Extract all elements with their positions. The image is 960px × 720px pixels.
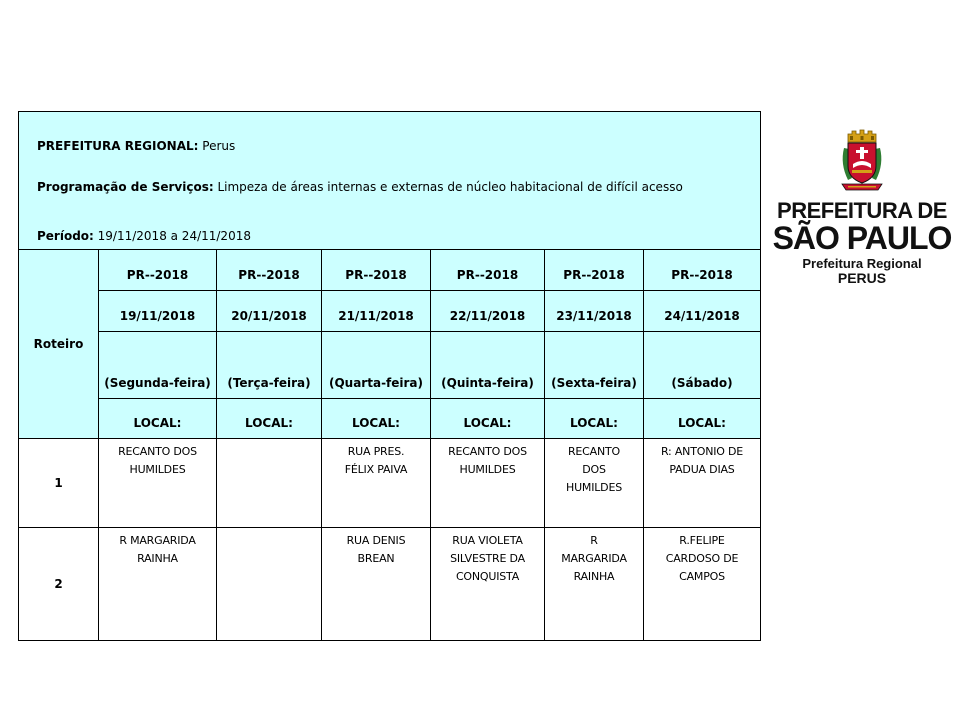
location-line: CONQUISTA — [455, 570, 520, 583]
regional-label: PREFEITURA REGIONAL: — [37, 139, 199, 153]
pr-code-cell: PR--2018 — [217, 250, 322, 291]
schedule-table — [18, 111, 761, 641]
period-line — [37, 229, 251, 243]
coat-of-arms-icon — [838, 128, 886, 194]
pr-code-cell: PR--2018 — [99, 250, 217, 291]
pr-code-cell: PR--2018 — [644, 250, 761, 291]
location-line: BREAN — [357, 552, 395, 565]
location-line: RAINHA — [573, 570, 615, 583]
location-line: CARDOSO DE — [665, 552, 739, 565]
location-line: HUMILDES — [459, 463, 516, 476]
pr-code-cell: PR--2018 — [545, 250, 644, 291]
location-cell — [99, 528, 217, 641]
local-header-cell: LOCAL: — [99, 399, 217, 439]
route-number: 2 — [19, 528, 99, 641]
program-label: Programação de Serviços: — [37, 180, 214, 194]
local-header-cell: LOCAL: — [322, 399, 431, 439]
date-cell: 20/11/2018 — [217, 291, 322, 332]
date-cell: 24/11/2018 — [644, 291, 761, 332]
location-line: RAINHA — [137, 552, 178, 565]
period-value: 19/11/2018 a 24/11/2018 — [93, 229, 251, 243]
local-header-cell: LOCAL: — [431, 399, 545, 439]
location-cell — [431, 528, 545, 641]
location-cell — [217, 528, 322, 641]
table-row — [19, 528, 761, 641]
location-cell — [644, 528, 761, 641]
regional-line — [37, 139, 235, 153]
date-cell: 22/11/2018 — [431, 291, 545, 332]
date-cell: 21/11/2018 — [322, 291, 431, 332]
logo-line-1: PREFEITURA DE — [777, 198, 947, 223]
location-cell — [545, 439, 644, 528]
location-line: HUMILDES — [129, 463, 186, 476]
location-line: RUA VIOLETA — [452, 534, 523, 547]
location-line: CAMPOS — [679, 570, 725, 583]
location-line: RUA PRES. — [347, 445, 405, 458]
location-line: R MARGARIDA — [119, 534, 196, 547]
weekday-cell: (Sábado) — [644, 332, 761, 399]
date-cell: 23/11/2018 — [545, 291, 644, 332]
logo-line-2: SÃO PAULO — [772, 220, 952, 256]
location-cell — [644, 439, 761, 528]
location-line: R — [590, 534, 598, 547]
weekday-cell: (Sexta-feira) — [545, 332, 644, 399]
logo-line-4: PERUS — [837, 270, 887, 286]
location-cell — [217, 439, 322, 528]
program-value: Limpeza de áreas internas e externas de núcleo habitacional de difícil acesso — [213, 180, 683, 194]
location-cell — [99, 439, 217, 528]
local-header-cell: LOCAL: — [217, 399, 322, 439]
roteiro-header: Roteiro — [19, 250, 99, 439]
location-line: FÉLIX PAIVA — [344, 463, 408, 476]
logo-line-3: Prefeitura Regional — [802, 256, 922, 271]
program-line — [37, 180, 683, 194]
regional-value: Perus — [198, 139, 236, 153]
weekday-cell: (Quinta-feira) — [431, 332, 545, 399]
location-line: PADUA DIAS — [669, 463, 735, 476]
location-line: HUMILDES — [566, 481, 622, 494]
location-cell — [322, 439, 431, 528]
date-cell: 19/11/2018 — [99, 291, 217, 332]
weekday-cell: (Segunda-feira) — [99, 332, 217, 399]
location-line: RUA DENIS — [346, 534, 406, 547]
table-row — [19, 439, 761, 528]
pr-code-cell: PR--2018 — [322, 250, 431, 291]
period-label: Período: — [37, 229, 94, 243]
location-cell — [322, 528, 431, 641]
weekday-cell: (Quarta-feira) — [322, 332, 431, 399]
route-number: 1 — [19, 439, 99, 528]
location-line: R.FELIPE — [679, 534, 725, 547]
location-line: RECANTO — [567, 445, 620, 458]
weekday-cell: (Terça-feira) — [217, 332, 322, 399]
location-cell — [545, 528, 644, 641]
local-header-cell: LOCAL: — [545, 399, 644, 439]
local-header-cell: LOCAL: — [644, 399, 761, 439]
location-line: R: ANTONIO DE — [660, 445, 744, 458]
header-panel — [19, 112, 761, 250]
pr-code-cell: PR--2018 — [431, 250, 545, 291]
location-line: SILVESTRE DA — [450, 552, 525, 565]
location-line: MARGARIDA — [561, 552, 627, 565]
location-line: DOS — [582, 463, 606, 476]
location-cell — [431, 439, 545, 528]
location-line: RECANTO DOS — [448, 445, 527, 458]
prefeitura-logo — [772, 128, 952, 288]
location-line: RECANTO DOS — [118, 445, 197, 458]
